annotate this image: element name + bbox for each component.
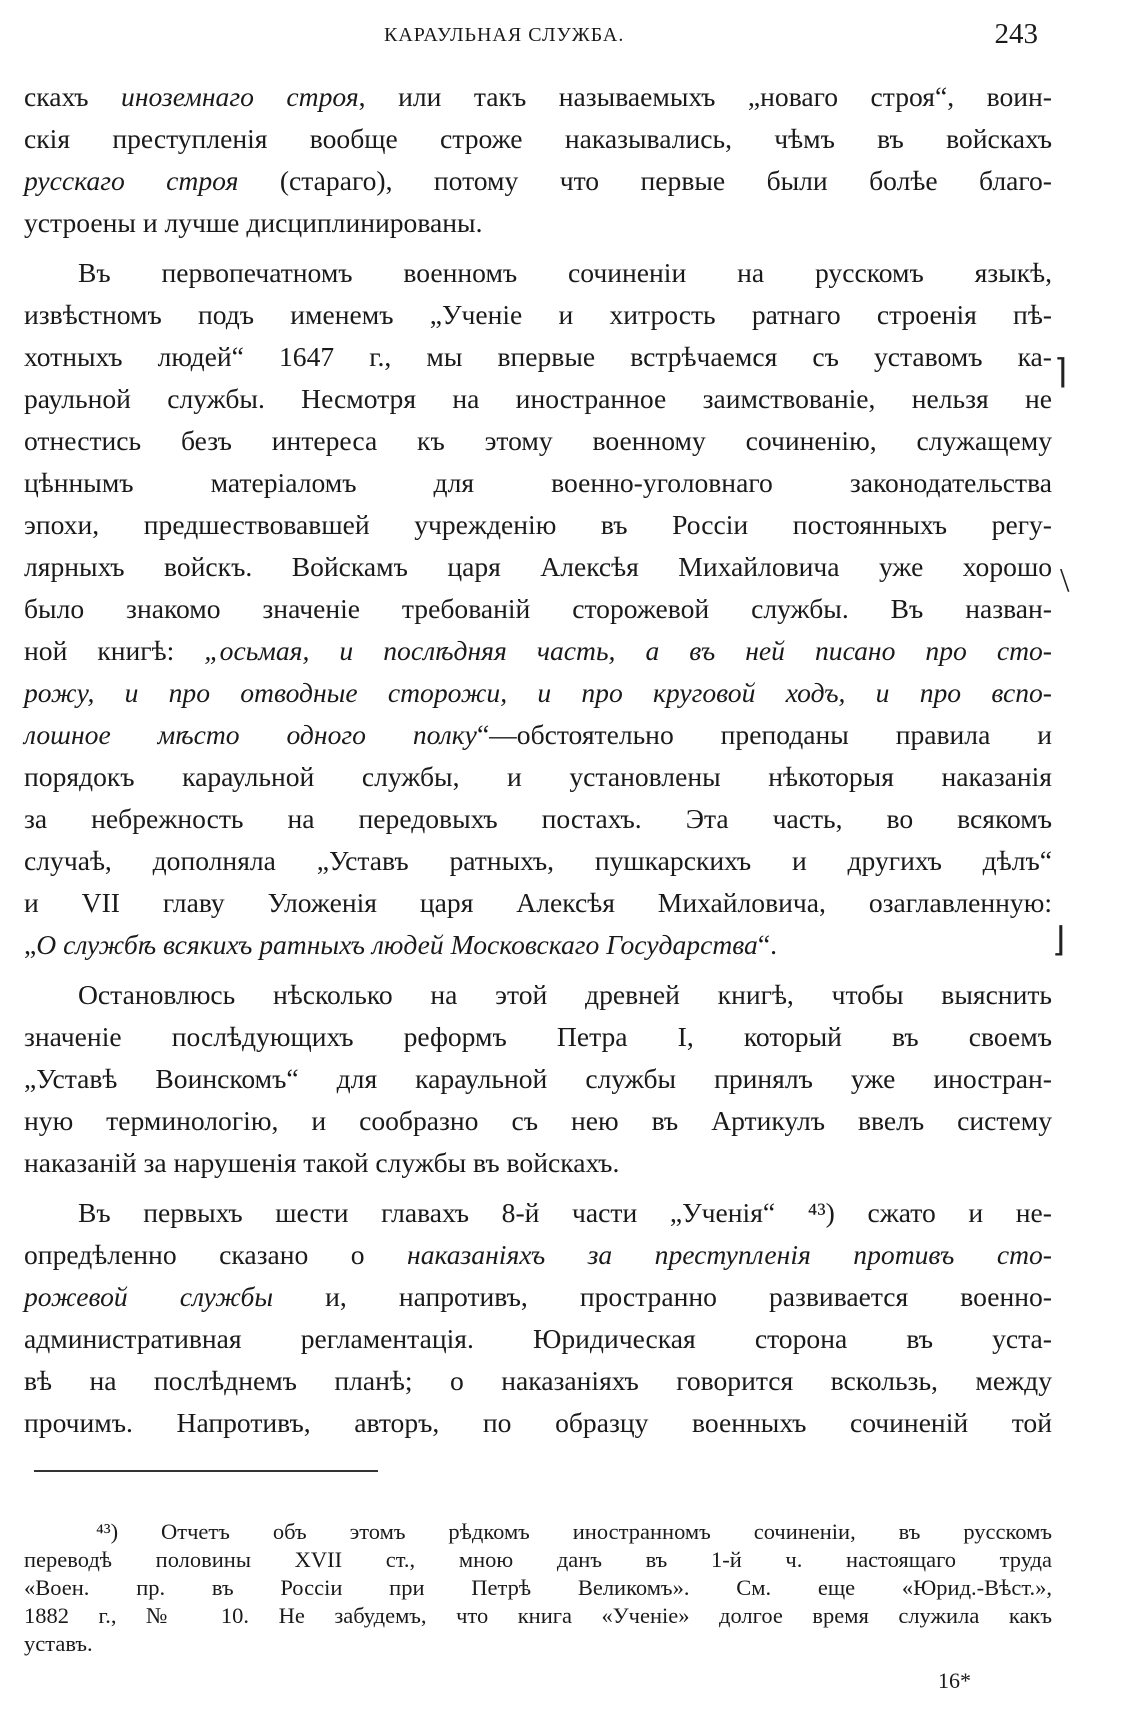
text-line: и VII главу Уложенія царя Алексѣя Михайловича, озаглавленную: (24, 887, 1052, 918)
text-line: рожу, и про отводные сторожи, и про круговой ходъ, и про вспо- (24, 677, 1052, 708)
text-line: эпохи, предшествовавшей учрежденію въ Россіи постоянныхъ регу- (24, 509, 1052, 540)
text-line: лярныхъ войскъ. Войскамъ царя Алексѣя Михайловича уже хорошо (24, 551, 1052, 582)
body-text (24, 76, 1052, 1444)
page-header (24, 18, 1044, 58)
margin-bracket-top: ⌉ (1054, 354, 1068, 391)
text-line: устроены и лучше дисциплинированы. (24, 207, 483, 238)
footnote-line: уставъ. (24, 1631, 93, 1656)
text-line: административная регламентація. Юридическая сторона въ уста- (24, 1323, 1052, 1354)
text-line: ную терминологію, и сообразно съ нею въ Артикулъ ввелъ систему (24, 1105, 1052, 1136)
text-line: лошное мѣсто одного полку“—обстоятельно преподаны правила и (24, 719, 1052, 750)
text-line: отнестись безъ интереса къ этому военному сочиненію, служащему (24, 425, 1052, 456)
text-line: опредѣленно сказано о наказаніяхъ за преступленія противъ сто- (24, 1239, 1052, 1270)
footnote-line: ⁴³) Отчетъ объ этомъ рѣдкомъ иностранномъ сочиненіи, въ русскомъ (96, 1519, 1052, 1544)
footnotes (24, 1518, 1052, 1658)
footnote-line: переводѣ половины XVII ст., мною данъ въ 1-й ч. настоящаго труда (24, 1547, 1052, 1572)
text-line: скія преступленія вообще строже наказывались, чѣмъ въ войскахъ (24, 123, 1052, 154)
text-line: наказаній за нарушенія такой службы въ войскахъ. (24, 1147, 620, 1178)
text-line: случаѣ, дополняла „Уставъ ратныхъ, пушкарскихъ и другихъ дѣлъ“ (24, 845, 1052, 876)
text-line: цѣннымъ матеріаломъ для военно-уголовнаго законодательства (24, 467, 1052, 498)
text-line: Въ первопечатномъ военномъ сочиненіи на русскомъ языкѣ, (78, 257, 1052, 288)
text-line: раульной службы. Несмотря на иностранное заимствованіе, нельзя не (24, 383, 1052, 414)
text-line: скахъ иноземнаго строя, или такъ называемыхъ „новаго строя“, воин- (24, 81, 1052, 112)
page-number: 243 (994, 18, 1038, 50)
signature-mark: 16* (938, 1668, 971, 1693)
text-line: вѣ на послѣднемъ планѣ; о наказаніяхъ говорится вскользь, между (24, 1365, 1052, 1396)
footnote-line: 1882 г., № 10. Не забудемъ, что книга «Ученіе» долгое время служила какъ (24, 1603, 1052, 1628)
text-line: извѣстномъ подъ именемъ „Ученіе и хитрость ратнаго строенія пѣ- (24, 299, 1052, 330)
text-line: было знакомо значеніе требованій сторожевой службы. Въ назван- (24, 593, 1052, 624)
text-line: рожевой службы и, напротивъ, пространно развивается военно- (24, 1281, 1052, 1312)
margin-backslash: \ (1060, 562, 1070, 599)
text-line: за небрежность на передовыхъ постахъ. Эта часть, во всякомъ (24, 803, 1052, 834)
footnote-line: «Воен. пр. въ Россіи при Петрѣ Великомъ». См. еще «Юрид.-Вѣст.», (24, 1575, 1052, 1600)
text-line: Остановлюсь нѣсколько на этой древней книгѣ, чтобы выяснить (78, 979, 1052, 1010)
margin-bracket-bottom: ⌋ (1052, 922, 1066, 959)
text-line: хотныхъ людей“ 1647 г., мы впервые встрѣчаемся съ уставомъ ка- (24, 341, 1052, 372)
text-line: „О службѣ всякихъ ратныхъ людей Московскаго Государства“. (24, 929, 778, 960)
text-line: порядокъ караульной службы, и установлены нѣкоторыя наказанія (24, 761, 1052, 792)
text-line: прочимъ. Напротивъ, авторъ, по образцу военныхъ сочиненій той (24, 1407, 1052, 1438)
running-title: КАРАУЛЬНАЯ СЛУЖБА. (384, 24, 625, 46)
text-line: русскаго строя (стараго), потому что первые были болѣе благо- (24, 165, 1052, 196)
text-line: ной книгѣ: „осьмая, и послѣдняя часть, а въ ней писано про сто- (24, 635, 1052, 666)
text-line: значеніе послѣдующихъ реформъ Петра I, который въ своемъ (24, 1021, 1052, 1052)
text-line: Въ первыхъ шести главахъ 8-й части „Ученія“ ⁴³) сжато и не- (78, 1197, 1052, 1228)
footnote-rule (34, 1470, 378, 1472)
text-line: „Уставѣ Воинскомъ“ для караульной службы принялъ уже иностран- (24, 1063, 1052, 1094)
